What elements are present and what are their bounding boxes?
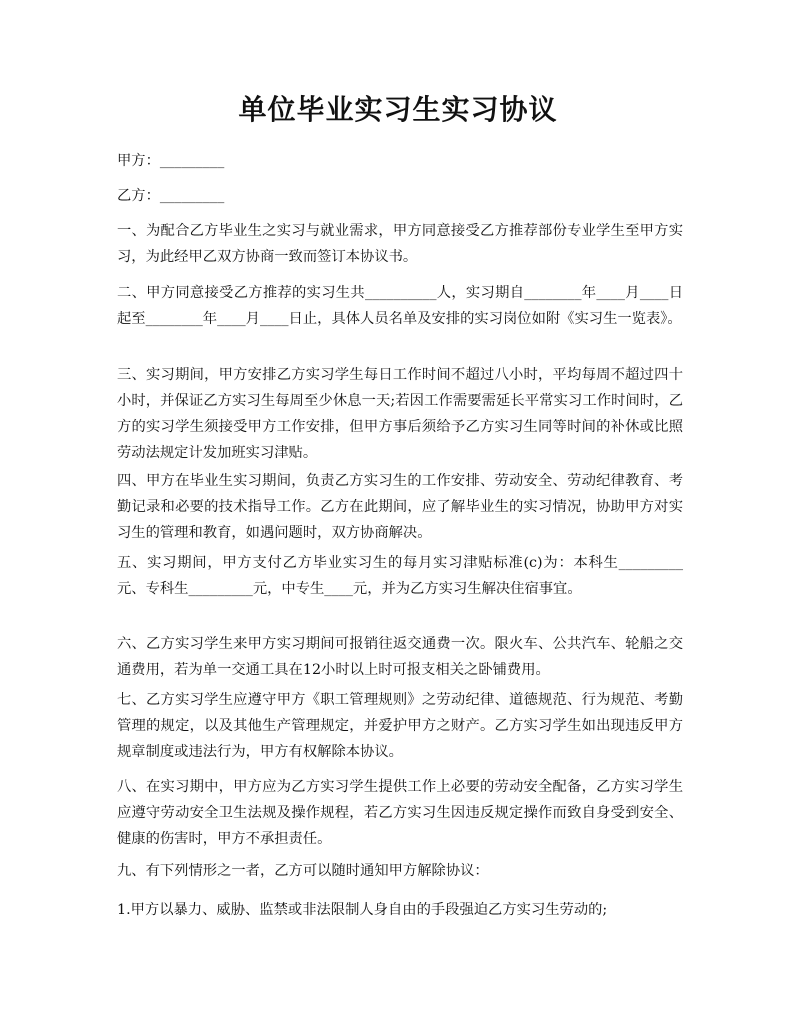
- party-a-line: 甲方：_________: [117, 153, 225, 169]
- clause-7: 七、乙方实习学生应遵守甲方《职工管理规则》之劳动纪律、道德规范、行为规范、考勤管理的规定，以及其他生产管理规定，并爱护甲方之财产。乙方实习学生如出现违反甲方规章制度或违法行为，甲方有权解除本协议。: [117, 692, 683, 760]
- clause-6: 六、乙方实习学生来甲方实习期间可报销往返交通费一次。限火车、公共汽车、轮船之交通费用，若为单一交通工具在12小时以上时可报支相关之卧铺费用。: [117, 636, 683, 678]
- clause-4: 四、甲方在毕业生实习期间，负责乙方实习生的工作安排、劳动安全、劳动纪律教育、考勤记录和必要的技术指导工作。乙方在此期间，应了解毕业生的实习情况，协助甲方对实习生的管理和教育，如遇问题时，双方协商解决。: [117, 473, 683, 541]
- party-b-line: 乙方：_________: [117, 188, 225, 204]
- clause-1: 一、为配合乙方毕业生之实习与就业需求，甲方同意接受乙方推荐部份专业学生至甲方实习，为此经甲乙双方协商一致而签订本协议书。: [117, 223, 683, 265]
- clause-5: 五、实习期间，甲方支付乙方毕业实习生的每月实习津贴标准(c)为：本科生_________元、专科生_________元，中专生____元，并为乙方实习生解决住宿事宜。: [117, 555, 683, 597]
- clause-3: 三、实习期间，甲方安排乙方实习学生每日工作时间不超过八小时，平均每周不超过四十小时，并保证乙方实习生每周至少休息一天;若因工作需要需延长平常实习工作时间时，乙方的实习学生须接受甲方工作安排，但甲方事后须给予乙方实习生同等时间的补休或比照劳动法规定计发加班实习津贴。: [117, 367, 683, 461]
- clause-9: 九、有下列情形之一者，乙方可以随时通知甲方解除协议：: [117, 863, 489, 879]
- clause-2: 二、甲方同意接受乙方推荐的实习生共__________人，实习期自________年____月____日起至________年____月____日止，具体人员名单及安排的实习岗位如附《实习生一览表》。: [117, 285, 683, 327]
- document-title: 单位毕业实习生实习协议: [238, 93, 558, 126]
- clause-8: 八、在实习期中，甲方应为乙方实习学生提供工作上必要的劳动安全配备，乙方实习学生应遵守劳动安全卫生法规及操作规程，若乙方实习生因违反规定操作而致自身受到安全、健康的伤害时，甲方不承担责任。: [117, 779, 683, 847]
- clause-9-item-1: 1.甲方以暴力、威胁、监禁或非法限制人身自由的手段强迫乙方实习生劳动的;: [117, 902, 608, 918]
